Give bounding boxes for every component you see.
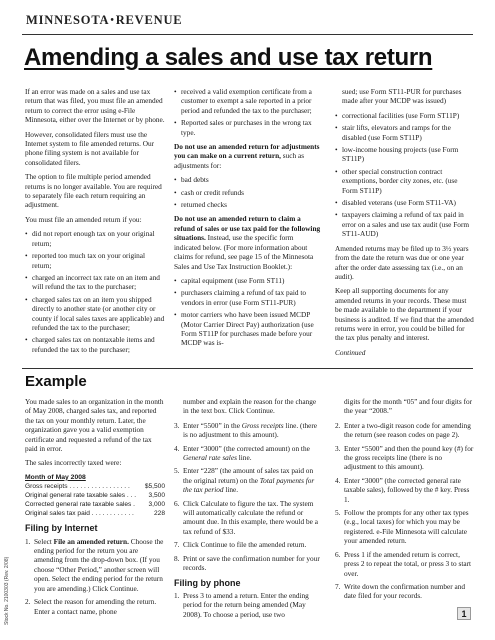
step-number: 3. — [174, 420, 180, 430]
filing-by-phone-heading: Filing by phone — [174, 577, 241, 588]
list-item: • charged an incorrect tax rate on an item and will refund the tax to the purchaser; — [25, 273, 165, 292]
table-row — [25, 491, 165, 500]
paragraph: You must file an amended return if you: — [25, 214, 142, 224]
page-number: 1 — [457, 607, 471, 620]
paragraph: sued; use Form ST11-PUR for purchases made after your MCDP was issued) — [342, 87, 462, 106]
minnesota-revenue-logo — [26, 13, 182, 28]
list-item — [174, 554, 322, 573]
bold-text: Do not use an amended return to claim a refund of sales or use tax paid for the following situations. — [174, 214, 321, 243]
text: Enter “5500” and then the pound key (#) for the gross receipts line (there is no adjustment to this amount). — [344, 443, 474, 472]
text: Enter “228” (the amount of sales tax paid on the original return) on the — [183, 466, 314, 485]
list-item: • correctional facilities (use Form ST11P) — [335, 111, 475, 120]
step-number: 7. — [174, 540, 180, 550]
text: line. — [236, 453, 252, 463]
internet-steps-continued — [174, 421, 322, 573]
table-heading: Month of May 2008 — [25, 473, 86, 481]
adjustments-list — [174, 175, 321, 209]
text: line. — [223, 485, 239, 495]
continued-label: Continued — [335, 347, 366, 357]
internet-steps — [25, 537, 165, 616]
example-column-2 — [174, 397, 322, 624]
text: Click Calculate to figure the tax. The system will automatically calculate the refund or amount due. In this example, there would be a tax refund of $33. — [183, 498, 318, 536]
logo-separator: • — [110, 15, 115, 26]
list-item — [174, 540, 322, 549]
list-item: • stair lifts, elevators and ramps for the disabled (use Form ST11P) — [335, 123, 475, 142]
text: Select — [34, 536, 54, 546]
list-item — [174, 421, 322, 440]
reasons-list-continued — [174, 87, 321, 137]
row-value: $5,500 — [144, 483, 165, 491]
text: Write down the confirmation number and date filed for your records. — [344, 581, 466, 601]
row-value: 3,500 — [148, 492, 165, 500]
list-item — [174, 591, 322, 619]
paragraph: Keep all supporting documents for any amended returns in your records. These must be made available to the department if your business is audited. If we find that the amended returns were in error, you could be billed for the tax plus penalty and interest. — [335, 286, 474, 343]
list-item — [335, 550, 475, 578]
paragraph — [174, 214, 321, 270]
step-number: 2. — [335, 420, 341, 430]
phone-steps-continued — [335, 421, 475, 601]
list-item: • other special construction contract exemptions, border city zones, etc. (use Form ST11P) — [335, 167, 475, 195]
list-item — [335, 582, 475, 601]
row-label: Original sales tax paid . . . . . . . . . . . . — [25, 510, 134, 518]
list-item — [25, 537, 165, 593]
italic-text: Gross receipts — [241, 420, 284, 430]
logo-left-text: MINNESOTA — [26, 13, 110, 27]
list-item — [174, 466, 322, 494]
step-number: 5. — [174, 466, 180, 476]
paragraph: The sales incorrectly taxed were: — [25, 458, 122, 468]
italic-text: Total payments for the tax period — [183, 475, 315, 495]
list-item: • cash or credit refunds — [174, 188, 321, 197]
list-item — [174, 444, 322, 463]
list-item: • reported too much tax on your original return; — [25, 251, 165, 270]
paragraph: However, consolidated filers must use the Internet system to file amended returns. Our phone filing system is not available for consolidated filers. — [25, 129, 155, 167]
paragraph: Amended returns may be filed up to 3½ years from the date the return was due or one year after the order date assessing tax (i.e., on an audit). — [335, 243, 469, 281]
text: such as adjustments for: — [174, 151, 305, 170]
list-item: • disabled veterans (use Form ST11-VA) — [335, 198, 475, 207]
phone-steps — [174, 591, 322, 619]
list-item: • capital equipment (use Form ST11) — [174, 276, 321, 285]
row-label: Corrected general rate taxable sales . — [25, 501, 135, 509]
example-column-1 — [25, 397, 165, 621]
list-item: • purchasers claiming a refund of tax paid to vendors in error (use Form ST11-PUR) — [174, 288, 321, 307]
intro-column-3 — [335, 87, 475, 362]
step-number: 3. — [335, 443, 341, 453]
paragraph: digits for the month “05” and four digits for the year “2008.” — [344, 397, 473, 416]
step-number: 2. — [25, 597, 31, 607]
list-item: • Reported sales or purchases in the wrong tax type. — [174, 118, 321, 137]
example-column-3 — [335, 397, 475, 606]
text: Choose the ending period for the return you are amending from the drop-down box. (If you choose “Other Period,” another screen will open. Select the ending period for the return you are amending.) Click Continue. — [34, 536, 164, 593]
table-row — [25, 482, 165, 491]
logo-right-text: REVENUE — [115, 13, 183, 27]
row-label: Gross receipts . . . . . . . . . . . . . . . . . — [25, 483, 130, 491]
text: Enter “3000” (the corrected general rate taxable sales), followed by the # key. Press 1. — [344, 475, 470, 504]
list-item: • motor carriers who have been issued MCDP (Motor Carrier Direct Pay) authorization (use Form ST11P for purchases made before your MCDP was is- — [174, 310, 321, 348]
header-rule — [22, 34, 473, 35]
step-number: 5. — [335, 508, 341, 518]
list-item: • charged sales tax on an item you shipped directly to another state (or another city or county if local sales taxes are applicable) and refunded the tax to the purchaser; — [25, 295, 165, 333]
reasons-list — [25, 229, 165, 354]
paragraph: number and explain the reason for the change in the text box. Click Continue. — [183, 397, 317, 416]
text: line. (there is no adjustment to this amount). — [183, 420, 318, 440]
list-item — [174, 499, 322, 537]
step-number: 6. — [335, 549, 341, 559]
paragraph: The option to file multiple period amended returns is no longer available. You are required to separately file each return requiring an adjustment. — [25, 172, 162, 210]
stock-number: Stock No. 2100303 (Rev. 2/08) — [4, 556, 10, 625]
italic-text: General rate sales — [183, 453, 237, 463]
refund-forms-list-continued — [335, 111, 475, 239]
list-item: • received a valid exemption certificate from a customer to exempt a sale reported in a prior period and refunded the tax to the purchaser; — [174, 87, 321, 115]
text: Enter “5500” in the — [183, 420, 242, 430]
intro-column-2 — [174, 87, 321, 353]
step-number: 7. — [335, 581, 341, 591]
step-number: 6. — [174, 498, 180, 508]
table-row — [25, 500, 165, 509]
section-rule — [22, 368, 473, 369]
intro-column-1 — [25, 87, 165, 359]
list-item: • bad debts — [174, 175, 321, 184]
bold-text: Do not use an amended return for adjustments you can make on a current return, — [174, 142, 320, 161]
list-item — [335, 444, 475, 472]
list-item: • taxpayers claiming a refund of tax paid in error on a sales and use tax audit (use Form ST11-AUD) — [335, 210, 475, 238]
list-item — [25, 597, 165, 616]
row-value: 228 — [153, 510, 165, 518]
list-item — [335, 508, 475, 546]
page-title: Amending a sales and use tax return — [24, 44, 433, 71]
sales-table — [25, 482, 165, 518]
example-heading: Example — [25, 373, 87, 390]
text: Press 1 if the amended return is correct, press 2 to repeat the total, or press 3 to start over. — [344, 549, 472, 578]
step-number: 1. — [25, 536, 31, 546]
row-value: 3,000 — [148, 501, 165, 509]
filing-by-internet-heading: Filing by Internet — [25, 523, 98, 534]
paragraph: If an error was made on a sales and use tax return that was filed, you must file an amended return to correct the error using e-File Minnesota, either over the Internet or by phone. — [25, 87, 165, 125]
text: Click Continue to file the amended return. — [183, 540, 307, 550]
step-number: 4. — [335, 475, 341, 485]
text: Enter “3000” (the corrected amount) on the — [183, 443, 310, 453]
text: Enter a two-digit reason code for amending the return (see reason codes on page 2). — [344, 420, 471, 440]
list-item: • charged sales tax on nontaxable items and refunded the tax to the purchaser; — [25, 335, 165, 354]
step-number: 8. — [174, 553, 180, 563]
step-number: 1. — [174, 590, 180, 600]
row-label: Original general rate taxable sales . . . — [25, 492, 137, 500]
refund-forms-list — [174, 276, 321, 348]
bold-text: File an amended return. — [53, 536, 129, 546]
text: Follow the prompts for any other tax types (e.g., local taxes) for which you may be registered. e-File Minnesota will calculate your amended return. — [344, 508, 469, 546]
list-item: • returned checks — [174, 200, 321, 209]
text: Select the reason for amending the return. Enter a contact name, phone — [34, 597, 157, 616]
list-item — [335, 421, 475, 440]
text: Instead, use the specific form indicated below. (For more information about claims for refund, see page 15 of the Minnesota Sales and Use Tax Instruction Booklet.): — [174, 233, 314, 271]
table-row — [25, 509, 165, 518]
step-number: 4. — [174, 443, 180, 453]
text: Press 3 to amend a return. Enter the ending period for the return being amended (May 2008). To choose a period, use two — [183, 590, 309, 619]
list-item — [335, 476, 475, 504]
list-item: • low-income housing projects (use Form ST11P) — [335, 145, 475, 164]
paragraph — [174, 142, 321, 170]
list-item: • did not report enough tax on your original return; — [25, 229, 165, 248]
paragraph: You made sales to an organization in the month of May 2008, charged sales tax, and reported the tax on your monthly return. Later, the organization gave you a valid exemption certificate and requested a refund of the tax paid in error. — [25, 397, 164, 454]
text: Print or save the confirmation number for your records. — [183, 553, 320, 573]
